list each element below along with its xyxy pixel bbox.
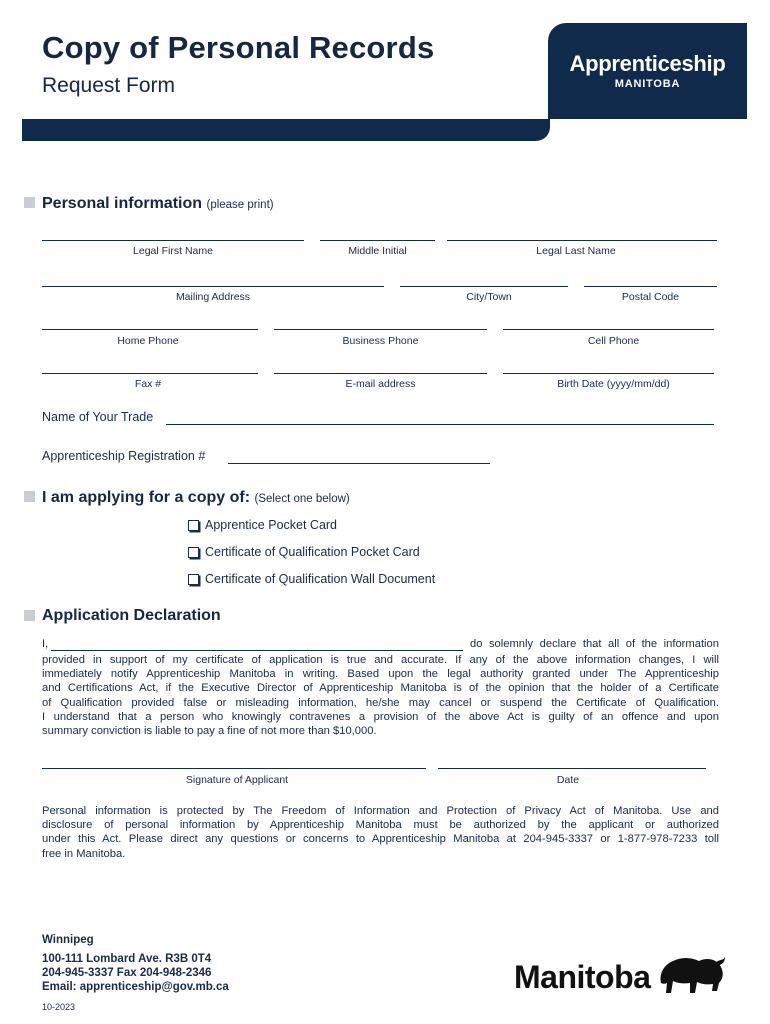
middle-initial-label: Middle Initial [348, 245, 407, 257]
trade-field[interactable] [166, 424, 714, 425]
section-bullet-icon [24, 197, 35, 208]
checkbox-icon[interactable] [188, 547, 199, 558]
declaration-line: I understand that a person who knowingly contravenes a provision of the above Act is guilty of an offence and upon [42, 710, 719, 723]
declaration-paragraph [42, 653, 719, 738]
cell-phone-label: Cell Phone [587, 335, 640, 347]
apprenticeship-logo [548, 23, 747, 119]
home-phone-field[interactable] [42, 329, 258, 330]
option-coq-wall-document[interactable] [188, 572, 435, 586]
last-name-label: Legal Last Name [536, 245, 616, 257]
declaration-first-line [42, 638, 719, 653]
privacy-line: free in Manitoba. [42, 847, 126, 860]
declaration-line: immediately notify Apprenticeship Manitoba in writing. Based upon the legal authority granted under The Apprenticeship [42, 668, 719, 681]
section-bullet-icon [24, 610, 35, 621]
mailing-address-field[interactable] [42, 286, 384, 287]
postal-code-label: Postal Code [621, 291, 680, 303]
birth-date-field[interactable] [503, 373, 714, 374]
footer-city: Winnipeg [42, 934, 94, 946]
option-pocket-card[interactable] [188, 518, 337, 532]
last-name-field[interactable] [447, 240, 717, 241]
declaration-line-0: do solemnly declare that all of the information [470, 638, 719, 650]
footer-address: 100-111 Lombard Ave. R3B 0T4 [42, 953, 212, 965]
applying-heading [42, 489, 350, 507]
middle-initial-field[interactable] [320, 240, 435, 241]
cell-phone-field[interactable] [503, 329, 714, 330]
logo-main-text: Apprenticeship [569, 51, 726, 76]
checkbox-icon[interactable] [188, 520, 199, 531]
email-label: E-mail address [345, 378, 416, 390]
declaration-prefix: I, [42, 638, 49, 650]
form-code: 10-2023 [42, 1002, 76, 1012]
applying-note: (Select one below) [254, 493, 350, 505]
header-bar [22, 119, 550, 141]
postal-code-field[interactable] [584, 286, 717, 287]
city-label: City/Town [466, 291, 512, 303]
declaration-line: of Qualification provided false or misleading information, he/she may cancel or suspend the Certificate of Qualification. [42, 696, 719, 709]
declaration-line: provided in support of my certificate of application is true and accurate. If any of the above information changes, I will [42, 654, 719, 666]
bison-icon [657, 953, 727, 999]
fax-label: Fax # [134, 378, 162, 390]
privacy-line: under this Act. Please direct any questions or concerns to Apprenticeship Manitoba at 204-945-3337 or 1-877-978-7233 toll [42, 833, 719, 846]
first-name-field[interactable] [42, 240, 304, 241]
declaration-line: summary conviction is liable to pay a fine of not more than $10,000. [42, 725, 377, 738]
email-field[interactable] [274, 373, 487, 374]
applying-title: I am applying for a copy of: [42, 489, 251, 506]
birth-date-label: Birth Date (yyyy/mm/dd) [557, 378, 670, 390]
registration-field[interactable] [228, 463, 490, 464]
trade-label: Name of Your Trade [42, 410, 154, 424]
logo-sub-text: MANITOBA [614, 78, 681, 90]
option-label: Certificate of Qualification Wall Document [205, 572, 436, 586]
home-phone-label: Home Phone [117, 335, 179, 347]
manitoba-logo: Manitoba [514, 959, 651, 995]
personal-info-heading [42, 195, 274, 213]
mailing-address-label: Mailing Address [175, 291, 251, 303]
first-name-label: Legal First Name [133, 245, 213, 257]
declarant-name-field[interactable] [51, 650, 463, 651]
signature-field[interactable] [42, 768, 426, 769]
personal-info-title: Personal information [42, 195, 203, 212]
privacy-line: disclosure of personal information by Apprenticeship Manitoba must be authorized by the applicant or authorized [42, 819, 719, 832]
footer-phone: 204-945-3337 Fax 204-948-2346 [42, 967, 212, 979]
option-label: Certificate of Qualification Pocket Card [205, 545, 420, 559]
footer-email: Email: apprenticeship@gov.mb.ca [42, 981, 229, 993]
fax-field[interactable] [42, 373, 258, 374]
section-bullet-icon [24, 491, 35, 502]
privacy-paragraph [42, 804, 719, 861]
city-field[interactable] [400, 286, 568, 287]
date-field[interactable] [438, 768, 706, 769]
declaration-line: and Certifications Act, if the Executive Director of Apprenticeship Manitoba is of the opinion that the holder of a Certificate [42, 682, 719, 695]
business-phone-field[interactable] [274, 329, 487, 330]
date-label: Date [556, 774, 580, 786]
business-phone-label: Business Phone [342, 335, 419, 347]
option-coq-pocket-card[interactable] [188, 545, 420, 559]
registration-label: Apprenticeship Registration # [42, 449, 206, 463]
checkbox-icon[interactable] [188, 574, 199, 585]
personal-info-note: (please print) [206, 199, 274, 211]
signature-label: Signature of Applicant [185, 774, 289, 786]
page-subtitle: Request Form [42, 74, 176, 97]
page-title: Copy of Personal Records [42, 30, 435, 65]
option-label: Apprentice Pocket Card [205, 518, 338, 532]
privacy-line: Personal information is protected by The Freedom of Information and Protection of Privacy Act of Manitoba. Use and [42, 805, 719, 817]
declaration-heading: Application Declaration [42, 607, 221, 624]
